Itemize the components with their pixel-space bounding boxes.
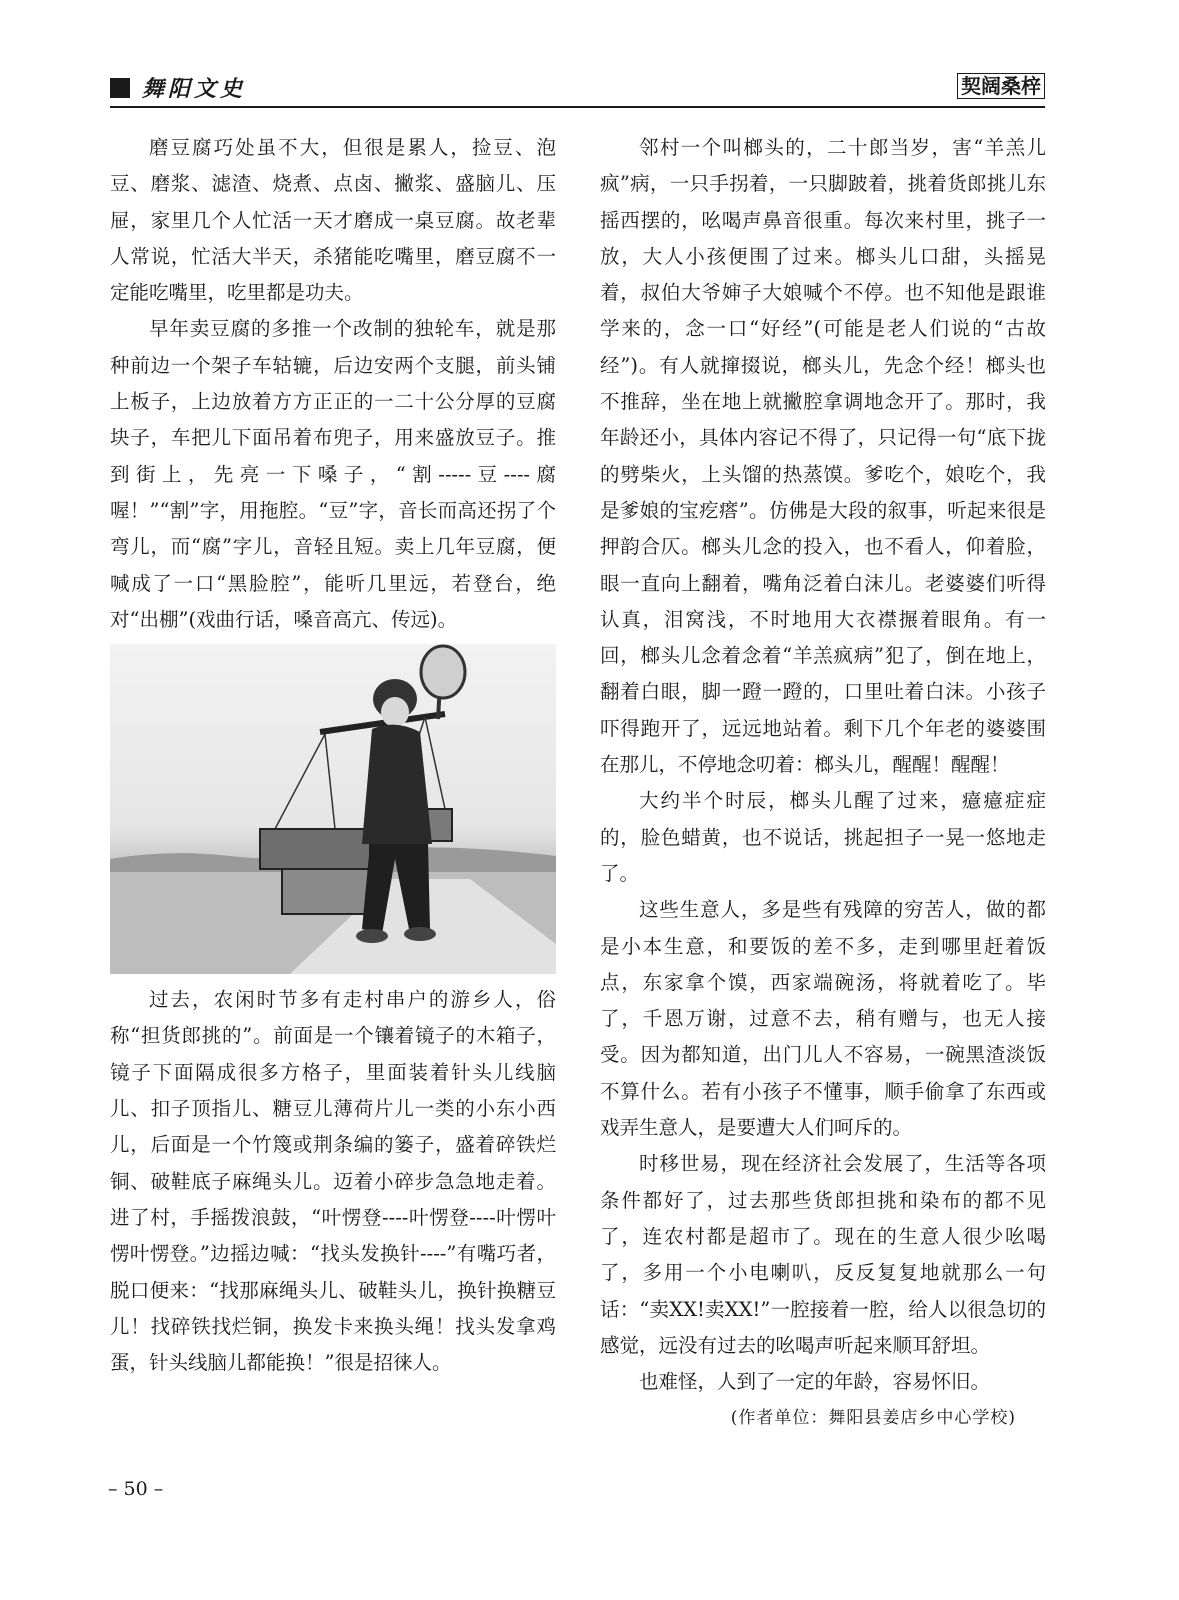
- paragraph: 过去，农闲时节多有走村串户的游乡人，俗称“担货郎挑的”。前面是一个镶着镜子的木箱子，镜子下面隔成很多方格子，里面装着针头儿线脑儿、扣子顶指儿、糖豆儿薄荷片儿一类的小东小西儿，后面是一个竹篾或荆条编的篓子，盛着碎铁烂铜、破鞋底子麻绳头儿。迈着小碎步急急地走着。进了村，手摇拨浪鼓，“叶愣登----叶愣登----叶愣叶愣叶愣登。”边摇边喊：“找头发换针----”有嘴巧者，脱口便来：“找那麻绳头儿、破鞋头儿，换针换糖豆儿！找碎铁找烂铜，换发卡来换头绳！找头发拿鸡蛋，针头线脑儿都能换！”很是招徕人。: [110, 988, 556, 1375]
- paragraph: 这些生意人，多是些有残障的穷苦人，做的都是小本生意，和要饭的差不多，走到哪里赶着饭点，东家拿个馍，西家端碗汤，将就着吃了。毕了，千恩万谢，过意不去，稍有赠与，也无人接受。因为都知道，出门儿人不容易，一碗黑渣淡饭不算什么。若有小孩子不懂事，顺手偷拿了东西或戏弄生意人，是要遭大人们呵斥的。: [600, 898, 1046, 1140]
- page-number: – 50 –: [108, 1478, 164, 1500]
- paragraph: 邻村一个叫榔头的，二十郎当岁，害“羊羔儿疯”病，一只手拐着，一只脚跛着，挑着货郎挑儿东摇西摆的，吆喝声鼻音很重。每次来村里，挑子一放，大人小孩便围了过来。榔头儿口甜，头摇晃着，叔伯大爷婶子大娘喊个不停。也不知他是跟谁学来的，念一口“好经”(可能是老人们说的“古故经”)。有人就撺掇说，榔头儿，先念个经！榔头也不推辞，坐在地上就撇腔拿调地念开了。那时，我年龄还小，具体内容记不得了，只记得一句“底下拢的劈柴火，上头馏的热蒸馍。爹吃个，娘吃个，我是爹娘的宝疙瘩”。仿佛是大段的叙事，听起来很是押韵合仄。榔头儿念的投入，也不看人，仰着脸，眼一直向上翻着，嘴角泛着白沫儿。老婆婆们听得认真，泪窝浅，不时地用大衣襟搌着眼角。有一回，榔头儿念着念着“羊羔疯病”犯了，倒在地上，翻着白眼，脚一蹬一蹬的，口里吐着白沫。小孩子吓得跑开了，远远地站着。剩下几个年老的婆婆围在那儿，不停地念叨着：榔头儿，醒醒！醒醒！: [600, 136, 1046, 777]
- magazine-title: 舞阳文史: [142, 76, 247, 102]
- paragraph: 也难怪，人到了一定的年龄，容易怀旧。: [639, 1370, 991, 1394]
- paragraph: 磨豆腐巧处虽不大，但很是累人，捡豆、泡豆、磨浆、滤渣、烧煮、点卤、撇浆、盛脑儿、压屉，家里几个人忙活一天才磨成一桌豆腐。故老辈人常说，忙活大半天，杀猪能吃嘴里，磨豆腐不一定能吃嘴里，吃里都是功夫。: [110, 136, 556, 305]
- header-rule: [110, 106, 1045, 108]
- paragraph: 早年卖豆腐的多推一个改制的独轮车，就是那种前边一个架子车轱辘，后边安两个支腿，前头铺上板子，上边放着方方正正的一二十公分厚的豆腐块子，车把儿下面吊着布兜子，用来盛放豆子。推到街上，先亮一下嗓子，“割-----豆----腐喔！”“割”字，用拖腔。“豆”字，音长而高还拐了个弯儿，而“腐”字儿，音轻且短。卖上几年豆腐，便喊成了一口“黑脸腔”，能听几里远，若登台，绝对“出棚”(戏曲行话，嗓音高亢、传远)。: [110, 317, 556, 631]
- right-column: [600, 130, 1046, 1437]
- page-header: [110, 72, 1045, 102]
- peddler-photo: [110, 644, 556, 974]
- peddler-illustration: [110, 644, 556, 974]
- header-square-mark: [110, 78, 130, 98]
- author-byline: (作者单位：舞阳县姜店乡中心学校): [730, 1408, 1016, 1429]
- paragraph: 大约半个时辰，榔头儿醒了过来，癔癔症症的，脸色蜡黄，也不说话，挑起担子一晃一悠地走了。: [600, 789, 1046, 885]
- left-column: [110, 130, 556, 1381]
- section-title: 契阔桑梓: [957, 73, 1045, 99]
- paragraph: 时移世易，现在经济社会发展了，生活等各项条件都好了，过去那些货郎担挑和染布的都不见了，连农村都是超市了。现在的生意人很少吆喝了，多用一个小电喇叭，反反复复地就那么一句话：“卖XX!卖XX!”一腔接着一腔，给人以很急切的感觉，远没有过去的吆喝声听起来顺耳舒坦。: [600, 1152, 1046, 1357]
